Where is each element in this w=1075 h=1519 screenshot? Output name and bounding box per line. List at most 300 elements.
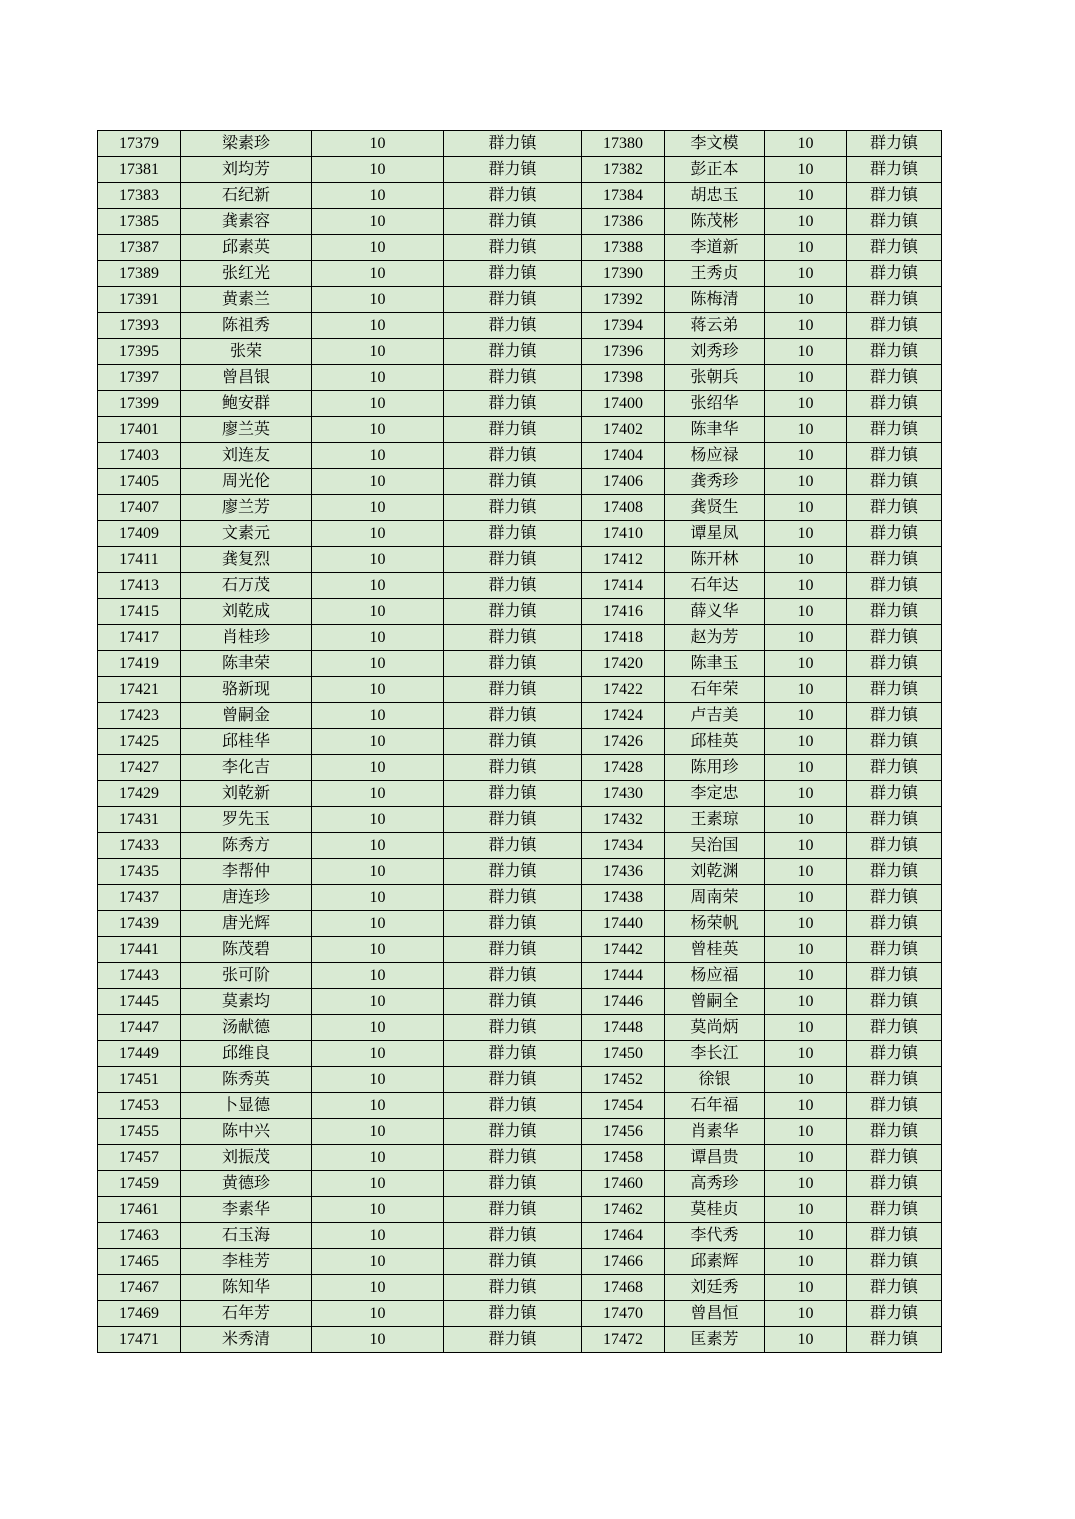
person-id: 17456 <box>582 1119 665 1145</box>
person-id: 17383 <box>98 183 181 209</box>
town-cell: 群力镇 <box>444 677 582 703</box>
town-cell: 群力镇 <box>847 573 942 599</box>
person-name: 莫尚炳 <box>665 1015 765 1041</box>
town-cell: 群力镇 <box>847 443 942 469</box>
person-id: 17404 <box>582 443 665 469</box>
town-cell: 群力镇 <box>444 443 582 469</box>
town-cell: 群力镇 <box>847 1327 942 1353</box>
person-id: 17431 <box>98 807 181 833</box>
value-cell: 10 <box>312 183 444 209</box>
person-name: 杨应禄 <box>665 443 765 469</box>
person-id: 17445 <box>98 989 181 1015</box>
value-cell: 10 <box>765 937 847 963</box>
value-cell: 10 <box>312 573 444 599</box>
person-name: 肖素华 <box>665 1119 765 1145</box>
town-cell: 群力镇 <box>847 1041 942 1067</box>
person-name: 龚贤生 <box>665 495 765 521</box>
town-cell: 群力镇 <box>444 339 582 365</box>
person-name: 廖兰英 <box>181 417 312 443</box>
table-row <box>98 521 942 547</box>
value-cell: 10 <box>312 443 444 469</box>
person-id: 17392 <box>582 287 665 313</box>
town-cell: 群力镇 <box>847 833 942 859</box>
person-id: 17399 <box>98 391 181 417</box>
town-cell: 群力镇 <box>847 781 942 807</box>
town-cell: 群力镇 <box>847 625 942 651</box>
town-cell: 群力镇 <box>444 235 582 261</box>
table-row <box>98 365 942 391</box>
town-cell: 群力镇 <box>444 183 582 209</box>
person-id: 17441 <box>98 937 181 963</box>
person-id: 17452 <box>582 1067 665 1093</box>
person-id: 17454 <box>582 1093 665 1119</box>
person-id: 17406 <box>582 469 665 495</box>
person-id: 17384 <box>582 183 665 209</box>
town-cell: 群力镇 <box>444 625 582 651</box>
town-cell: 群力镇 <box>444 573 582 599</box>
person-name: 石纪新 <box>181 183 312 209</box>
town-cell: 群力镇 <box>444 859 582 885</box>
town-cell: 群力镇 <box>444 755 582 781</box>
person-id: 17420 <box>582 651 665 677</box>
table-row <box>98 417 942 443</box>
value-cell: 10 <box>765 1145 847 1171</box>
town-cell: 群力镇 <box>847 755 942 781</box>
person-id: 17440 <box>582 911 665 937</box>
table-row <box>98 391 942 417</box>
person-name: 石年芳 <box>181 1301 312 1327</box>
person-id: 17388 <box>582 235 665 261</box>
person-name: 龚复烈 <box>181 547 312 573</box>
person-id: 17381 <box>98 157 181 183</box>
town-cell: 群力镇 <box>847 131 942 157</box>
table-row <box>98 495 942 521</box>
value-cell: 10 <box>765 443 847 469</box>
town-cell: 群力镇 <box>847 1067 942 1093</box>
town-cell: 群力镇 <box>444 1249 582 1275</box>
person-name: 胡忠玉 <box>665 183 765 209</box>
person-id: 17442 <box>582 937 665 963</box>
person-name: 杨应福 <box>665 963 765 989</box>
value-cell: 10 <box>312 365 444 391</box>
table-row <box>98 677 942 703</box>
person-id: 17396 <box>582 339 665 365</box>
town-cell: 群力镇 <box>444 157 582 183</box>
value-cell: 10 <box>312 495 444 521</box>
person-name: 蒋云弟 <box>665 313 765 339</box>
table-row <box>98 885 942 911</box>
person-id: 17401 <box>98 417 181 443</box>
value-cell: 10 <box>312 989 444 1015</box>
value-cell: 10 <box>765 391 847 417</box>
person-name: 石年达 <box>665 573 765 599</box>
town-cell: 群力镇 <box>847 1145 942 1171</box>
person-id: 17409 <box>98 521 181 547</box>
town-cell: 群力镇 <box>444 313 582 339</box>
table-row <box>98 235 942 261</box>
town-cell: 群力镇 <box>847 729 942 755</box>
person-name: 陈秀方 <box>181 833 312 859</box>
resident-roster-table <box>97 130 942 1353</box>
person-id: 17446 <box>582 989 665 1015</box>
person-id: 17429 <box>98 781 181 807</box>
value-cell: 10 <box>312 833 444 859</box>
town-cell: 群力镇 <box>444 781 582 807</box>
value-cell: 10 <box>312 651 444 677</box>
value-cell: 10 <box>765 313 847 339</box>
person-name: 莫素均 <box>181 989 312 1015</box>
value-cell: 10 <box>765 1015 847 1041</box>
person-name: 李素华 <box>181 1197 312 1223</box>
value-cell: 10 <box>312 677 444 703</box>
town-cell: 群力镇 <box>444 287 582 313</box>
person-id: 17382 <box>582 157 665 183</box>
town-cell: 群力镇 <box>847 313 942 339</box>
person-id: 17410 <box>582 521 665 547</box>
town-cell: 群力镇 <box>847 261 942 287</box>
person-name: 曾昌银 <box>181 365 312 391</box>
table-row <box>98 833 942 859</box>
value-cell: 10 <box>765 1067 847 1093</box>
table-row <box>98 755 942 781</box>
value-cell: 10 <box>765 807 847 833</box>
value-cell: 10 <box>765 885 847 911</box>
person-id: 17461 <box>98 1197 181 1223</box>
value-cell: 10 <box>765 859 847 885</box>
table-row <box>98 313 942 339</box>
person-name: 李代秀 <box>665 1223 765 1249</box>
person-name: 罗先玉 <box>181 807 312 833</box>
table-row <box>98 781 942 807</box>
person-name: 匡素芳 <box>665 1327 765 1353</box>
table-row <box>98 1041 942 1067</box>
value-cell: 10 <box>765 287 847 313</box>
person-name: 陈茂彬 <box>665 209 765 235</box>
person-name: 米秀清 <box>181 1327 312 1353</box>
person-name: 廖兰芳 <box>181 495 312 521</box>
person-name: 薛义华 <box>665 599 765 625</box>
person-name: 周光伦 <box>181 469 312 495</box>
table-row <box>98 209 942 235</box>
town-cell: 群力镇 <box>444 547 582 573</box>
person-name: 石年荣 <box>665 677 765 703</box>
value-cell: 10 <box>765 989 847 1015</box>
value-cell: 10 <box>312 807 444 833</box>
person-name: 李文模 <box>665 131 765 157</box>
person-id: 17453 <box>98 1093 181 1119</box>
value-cell: 10 <box>765 1197 847 1223</box>
person-name: 莫桂贞 <box>665 1197 765 1223</box>
person-name: 黄德珍 <box>181 1171 312 1197</box>
person-name: 周南荣 <box>665 885 765 911</box>
table-row <box>98 131 942 157</box>
value-cell: 10 <box>765 365 847 391</box>
person-name: 刘乾渊 <box>665 859 765 885</box>
town-cell: 群力镇 <box>444 885 582 911</box>
person-name: 石玉海 <box>181 1223 312 1249</box>
value-cell: 10 <box>312 1171 444 1197</box>
table-row <box>98 1223 942 1249</box>
person-id: 17391 <box>98 287 181 313</box>
person-id: 17398 <box>582 365 665 391</box>
town-cell: 群力镇 <box>444 131 582 157</box>
town-cell: 群力镇 <box>847 859 942 885</box>
town-cell: 群力镇 <box>444 209 582 235</box>
person-name: 李定忠 <box>665 781 765 807</box>
person-name: 骆新现 <box>181 677 312 703</box>
value-cell: 10 <box>312 1015 444 1041</box>
table-row <box>98 1197 942 1223</box>
town-cell: 群力镇 <box>847 1171 942 1197</box>
town-cell: 群力镇 <box>847 339 942 365</box>
person-id: 17414 <box>582 573 665 599</box>
person-id: 17466 <box>582 1249 665 1275</box>
person-id: 17457 <box>98 1145 181 1171</box>
person-id: 17427 <box>98 755 181 781</box>
table-row <box>98 1145 942 1171</box>
value-cell: 10 <box>312 313 444 339</box>
person-id: 17405 <box>98 469 181 495</box>
town-cell: 群力镇 <box>847 1119 942 1145</box>
person-id: 17434 <box>582 833 665 859</box>
person-name: 高秀珍 <box>665 1171 765 1197</box>
person-id: 17402 <box>582 417 665 443</box>
person-name: 李化吉 <box>181 755 312 781</box>
value-cell: 10 <box>765 495 847 521</box>
value-cell: 10 <box>765 599 847 625</box>
table-row <box>98 989 942 1015</box>
person-name: 刘乾成 <box>181 599 312 625</box>
value-cell: 10 <box>765 729 847 755</box>
person-name: 张绍华 <box>665 391 765 417</box>
person-id: 17444 <box>582 963 665 989</box>
table-row <box>98 807 942 833</box>
value-cell: 10 <box>312 755 444 781</box>
person-id: 17390 <box>582 261 665 287</box>
town-cell: 群力镇 <box>444 1145 582 1171</box>
person-id: 17462 <box>582 1197 665 1223</box>
value-cell: 10 <box>765 833 847 859</box>
person-id: 17380 <box>582 131 665 157</box>
town-cell: 群力镇 <box>847 885 942 911</box>
town-cell: 群力镇 <box>847 599 942 625</box>
town-cell: 群力镇 <box>444 1327 582 1353</box>
town-cell: 群力镇 <box>444 1301 582 1327</box>
value-cell: 10 <box>765 261 847 287</box>
person-name: 刘廷秀 <box>665 1275 765 1301</box>
value-cell: 10 <box>765 131 847 157</box>
person-name: 黄素兰 <box>181 287 312 313</box>
person-id: 17428 <box>582 755 665 781</box>
value-cell: 10 <box>312 1067 444 1093</box>
town-cell: 群力镇 <box>847 287 942 313</box>
value-cell: 10 <box>312 729 444 755</box>
person-id: 17419 <box>98 651 181 677</box>
value-cell: 10 <box>312 521 444 547</box>
person-id: 17470 <box>582 1301 665 1327</box>
value-cell: 10 <box>765 1301 847 1327</box>
town-cell: 群力镇 <box>847 521 942 547</box>
town-cell: 群力镇 <box>847 1223 942 1249</box>
town-cell: 群力镇 <box>847 547 942 573</box>
person-id: 17421 <box>98 677 181 703</box>
table-row <box>98 1119 942 1145</box>
person-id: 17407 <box>98 495 181 521</box>
person-id: 17397 <box>98 365 181 391</box>
town-cell: 群力镇 <box>444 729 582 755</box>
town-cell: 群力镇 <box>847 1249 942 1275</box>
table-row <box>98 1093 942 1119</box>
person-name: 赵为芳 <box>665 625 765 651</box>
person-name: 张荣 <box>181 339 312 365</box>
person-id: 17415 <box>98 599 181 625</box>
value-cell: 10 <box>312 1145 444 1171</box>
town-cell: 群力镇 <box>847 495 942 521</box>
person-name: 刘连友 <box>181 443 312 469</box>
person-name: 陈聿荣 <box>181 651 312 677</box>
town-cell: 群力镇 <box>444 1275 582 1301</box>
table-row <box>98 859 942 885</box>
town-cell: 群力镇 <box>444 911 582 937</box>
town-cell: 群力镇 <box>444 833 582 859</box>
person-id: 17395 <box>98 339 181 365</box>
value-cell: 10 <box>312 781 444 807</box>
town-cell: 群力镇 <box>444 261 582 287</box>
person-id: 17469 <box>98 1301 181 1327</box>
table-row <box>98 287 942 313</box>
person-name: 邱素辉 <box>665 1249 765 1275</box>
table-row <box>98 1249 942 1275</box>
table-row <box>98 547 942 573</box>
value-cell: 10 <box>765 911 847 937</box>
person-id: 17472 <box>582 1327 665 1353</box>
person-id: 17463 <box>98 1223 181 1249</box>
value-cell: 10 <box>765 157 847 183</box>
person-name: 唐连珍 <box>181 885 312 911</box>
town-cell: 群力镇 <box>847 469 942 495</box>
person-name: 陈开林 <box>665 547 765 573</box>
person-id: 17433 <box>98 833 181 859</box>
town-cell: 群力镇 <box>444 521 582 547</box>
value-cell: 10 <box>312 885 444 911</box>
person-id: 17394 <box>582 313 665 339</box>
person-name: 陈中兴 <box>181 1119 312 1145</box>
value-cell: 10 <box>312 417 444 443</box>
town-cell: 群力镇 <box>444 1197 582 1223</box>
table-row <box>98 729 942 755</box>
town-cell: 群力镇 <box>847 1301 942 1327</box>
person-name: 刘乾新 <box>181 781 312 807</box>
person-name: 邱桂英 <box>665 729 765 755</box>
town-cell: 群力镇 <box>847 1275 942 1301</box>
value-cell: 10 <box>312 1223 444 1249</box>
town-cell: 群力镇 <box>444 1119 582 1145</box>
value-cell: 10 <box>312 469 444 495</box>
person-id: 17443 <box>98 963 181 989</box>
person-name: 龚素容 <box>181 209 312 235</box>
person-name: 曾桂英 <box>665 937 765 963</box>
table-row <box>98 1171 942 1197</box>
person-name: 王秀贞 <box>665 261 765 287</box>
person-id: 17435 <box>98 859 181 885</box>
person-name: 李帮仲 <box>181 859 312 885</box>
person-name: 李道新 <box>665 235 765 261</box>
person-id: 17467 <box>98 1275 181 1301</box>
value-cell: 10 <box>312 1197 444 1223</box>
value-cell: 10 <box>765 469 847 495</box>
person-id: 17400 <box>582 391 665 417</box>
person-name: 卢吉美 <box>665 703 765 729</box>
town-cell: 群力镇 <box>444 495 582 521</box>
town-cell: 群力镇 <box>847 183 942 209</box>
value-cell: 10 <box>765 1327 847 1353</box>
value-cell: 10 <box>765 963 847 989</box>
table-row <box>98 1067 942 1093</box>
person-id: 17416 <box>582 599 665 625</box>
town-cell: 群力镇 <box>847 365 942 391</box>
person-id: 17451 <box>98 1067 181 1093</box>
value-cell: 10 <box>312 1041 444 1067</box>
value-cell: 10 <box>312 131 444 157</box>
person-id: 17455 <box>98 1119 181 1145</box>
person-name: 肖桂珍 <box>181 625 312 651</box>
town-cell: 群力镇 <box>847 963 942 989</box>
value-cell: 10 <box>765 677 847 703</box>
value-cell: 10 <box>312 1119 444 1145</box>
town-cell: 群力镇 <box>847 937 942 963</box>
person-id: 17386 <box>582 209 665 235</box>
value-cell: 10 <box>312 1249 444 1275</box>
value-cell: 10 <box>312 339 444 365</box>
town-cell: 群力镇 <box>847 209 942 235</box>
person-id: 17425 <box>98 729 181 755</box>
value-cell: 10 <box>312 963 444 989</box>
town-cell: 群力镇 <box>444 703 582 729</box>
table-row <box>98 1275 942 1301</box>
person-name: 谭星凤 <box>665 521 765 547</box>
town-cell: 群力镇 <box>847 651 942 677</box>
person-name: 李桂芳 <box>181 1249 312 1275</box>
person-id: 17459 <box>98 1171 181 1197</box>
person-id: 17468 <box>582 1275 665 1301</box>
town-cell: 群力镇 <box>847 1093 942 1119</box>
table-row <box>98 651 942 677</box>
person-id: 17439 <box>98 911 181 937</box>
person-name: 张可阶 <box>181 963 312 989</box>
town-cell: 群力镇 <box>444 1041 582 1067</box>
person-name: 卜显德 <box>181 1093 312 1119</box>
person-id: 17465 <box>98 1249 181 1275</box>
person-name: 鲍安群 <box>181 391 312 417</box>
table-row <box>98 157 942 183</box>
table-row <box>98 703 942 729</box>
value-cell: 10 <box>765 755 847 781</box>
town-cell: 群力镇 <box>444 469 582 495</box>
town-cell: 群力镇 <box>444 989 582 1015</box>
town-cell: 群力镇 <box>847 807 942 833</box>
person-name: 汤献德 <box>181 1015 312 1041</box>
person-name: 曾嗣全 <box>665 989 765 1015</box>
person-name: 杨荣帆 <box>665 911 765 937</box>
value-cell: 10 <box>765 1041 847 1067</box>
person-name: 陈聿华 <box>665 417 765 443</box>
person-id: 17430 <box>582 781 665 807</box>
town-cell: 群力镇 <box>444 1171 582 1197</box>
person-id: 17423 <box>98 703 181 729</box>
person-id: 17422 <box>582 677 665 703</box>
person-name: 张朝兵 <box>665 365 765 391</box>
person-id: 17436 <box>582 859 665 885</box>
